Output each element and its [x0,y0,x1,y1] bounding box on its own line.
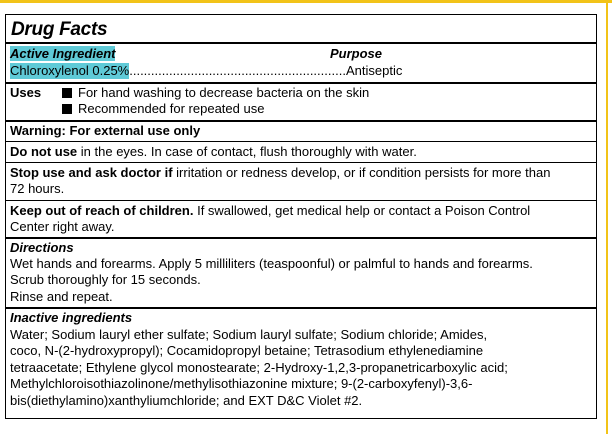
keep-out-row [10,203,592,219]
inactive-line: tetraacetate; Ethylene glycol monostearate; 2-Hydroxy-1,2,3-propanetricarboxylic acid; [10,360,508,375]
uses-section [10,85,592,101]
drug-facts-panel [5,14,597,419]
bullet-icon [62,88,72,98]
do-not-use-label: Do not use [10,144,78,159]
active-ingredient-header-row [10,46,592,62]
do-not-use-text: in the eyes. In case of contact, flush thoroughly with water. [77,144,417,159]
top-accent-bar [0,0,612,3]
divider [6,162,596,163]
directions-line: Scrub thoroughly for 15 seconds. [10,272,201,287]
active-ingredient-name: Chloroxylenol 0.25% [10,63,130,78]
stop-use-label: Stop use and ask doctor if [10,165,173,180]
inactive-line: Water; Sodium lauryl ether sulfate; Sodium lauryl sulfate; Sodium chloride; Amides, [10,327,488,342]
inactive-line: Methylchloroisothiazolinone/methylisothiazonine mixture; 9-(2-carboxyfenyl)-3,6- [10,376,473,391]
inactive-line: coco, N-(2-hydroxypropyl); Cocamidopropyl betaine; Tetrasodium ethylenediamine [10,343,484,358]
stop-use-row-2: 72 hours. [10,181,65,196]
right-accent-bar [606,0,608,434]
uses-label: Uses [10,85,42,100]
do-not-use-row [10,144,592,160]
bullet-icon [62,104,72,114]
inactive-line: bis(diethylamino)xanthyliumchloride; and EXT D&C Violet #2. [10,393,363,408]
stop-use-text: irritation or redness develop, or if condition persists for more than [172,165,551,180]
directions-line: Wet hands and forearms. Apply 5 milliliters (teaspoonful) or palmful to hands and forearms. [10,256,533,271]
active-ingredient-header: Active Ingredient [10,46,116,61]
directions-header: Directions [10,240,74,255]
warning-text: Warning: For external use only [10,123,201,138]
uses-item: Recommended for repeated use [78,101,265,116]
purpose-value: Antiseptic [346,63,403,78]
active-ingredient-row [10,63,592,79]
keep-out-row-2: Center right away. [10,219,115,234]
leader-dots [129,63,346,79]
panel-title: Drug Facts [11,19,108,40]
directions-line: Rinse and repeat. [10,289,113,304]
keep-out-label: Keep out of reach of children. [10,203,194,218]
divider [6,141,596,142]
uses-item: For hand washing to decrease bacteria on the skin [78,85,370,100]
inactive-header: Inactive ingredients [10,310,133,325]
divider [6,237,596,239]
divider [6,307,596,309]
uses-section-2 [10,101,592,117]
divider [6,82,596,84]
purpose-header: Purpose [330,46,383,61]
divider [6,42,596,44]
keep-out-text: If swallowed, get medical help or contact a Poison Control [193,203,531,218]
stop-use-row [10,165,592,181]
divider [6,120,596,122]
divider [6,200,596,201]
